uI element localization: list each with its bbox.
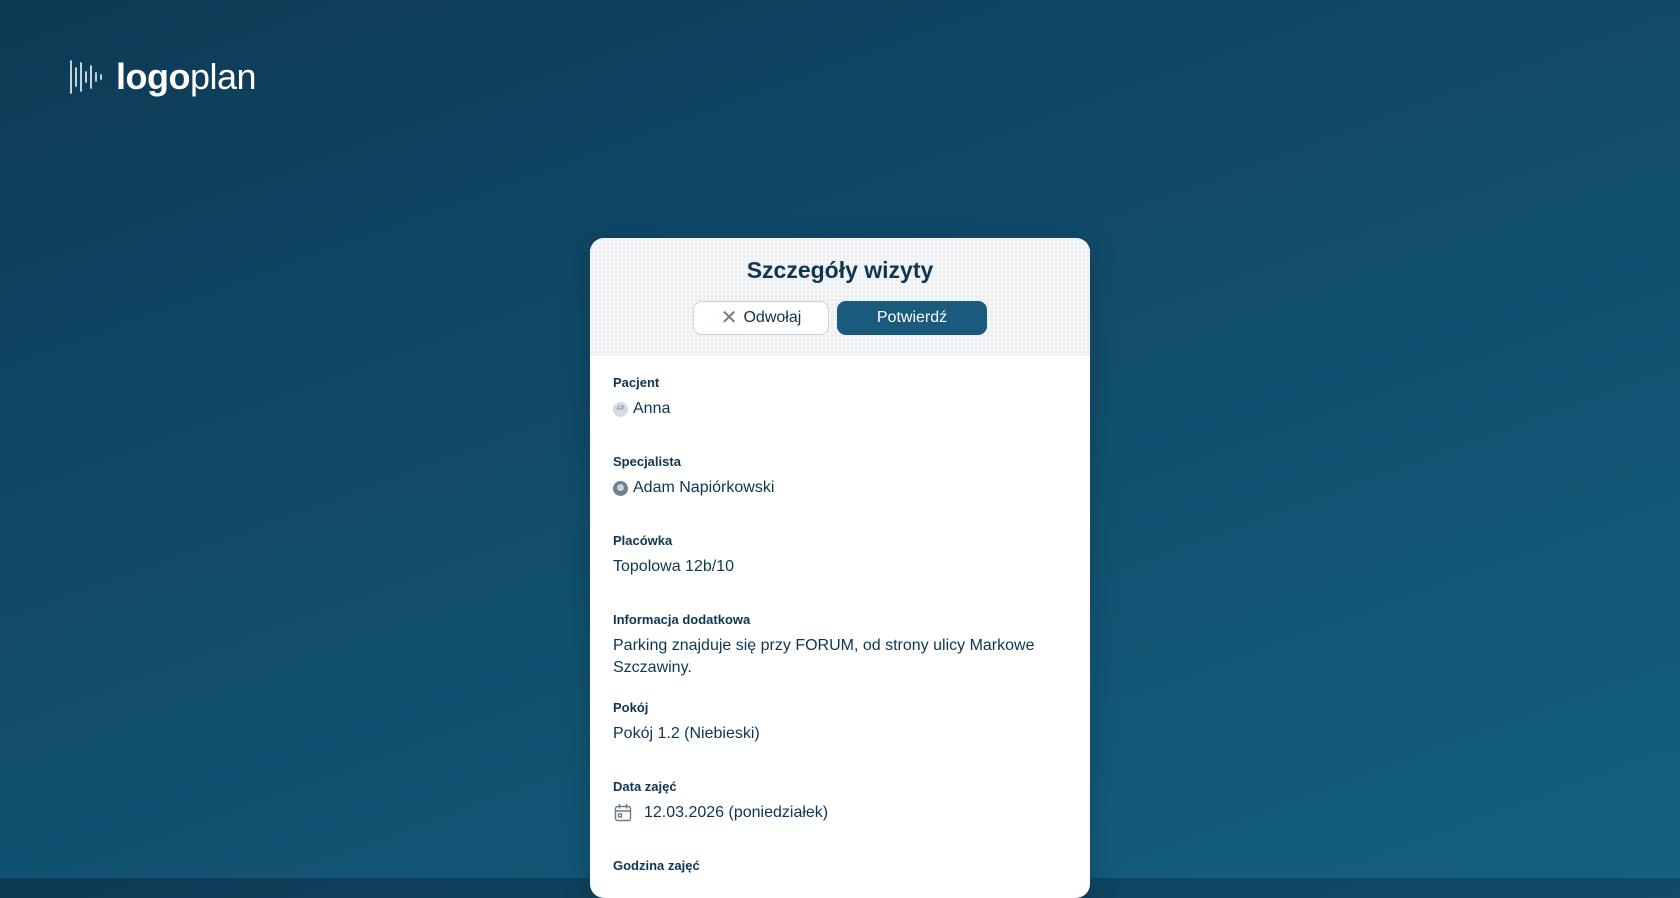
time-field <box>613 857 1067 875</box>
cancel-button-label: Odwołaj <box>743 308 802 326</box>
time-label: Godzina zajęć <box>613 858 700 873</box>
card-body <box>590 356 1090 875</box>
place-field <box>613 532 1067 611</box>
logo-text-light: plan <box>189 56 257 97</box>
date-field <box>613 778 1067 857</box>
waveform-logo-icon <box>69 58 107 96</box>
date-value-row <box>613 802 1067 824</box>
specialist-label: Specjalista <box>613 454 681 469</box>
appointment-details-card <box>590 238 1090 898</box>
patient-value-row <box>613 398 1067 420</box>
specialist-value-row <box>613 477 1067 499</box>
card-title: Szczegóły wizyty <box>746 257 934 283</box>
specialist-avatar <box>613 481 628 496</box>
patient-label: Pacjent <box>613 375 660 390</box>
additional-info-field <box>613 611 1067 699</box>
patient-avatar: AP <box>613 402 628 417</box>
room-value: Pokój 1.2 (Niebieski) <box>613 725 760 742</box>
date-label: Data zajęć <box>613 779 677 794</box>
cancel-button[interactable] <box>693 301 829 335</box>
confirm-button[interactable]: Potwierdź <box>837 301 987 335</box>
close-icon: ✕ <box>720 306 738 329</box>
logo-text <box>116 56 257 97</box>
additional-info-value: Parking znajduje się przy FORUM, od strony ulicy Markowe Szczawiny. <box>613 637 1035 676</box>
patient-field <box>613 374 1067 453</box>
logo-text-bold: logo <box>116 56 190 97</box>
additional-info-label: Informacja dodatkowa <box>613 612 751 627</box>
room-label: Pokój <box>613 700 649 715</box>
patient-name: Anna <box>633 400 671 417</box>
specialist-field <box>613 453 1067 532</box>
specialist-name: Adam Napiórkowski <box>633 479 775 496</box>
date-value: 12.03.2026 (poniedziałek) <box>644 804 829 821</box>
place-label: Placówka <box>613 533 673 548</box>
place-value: Topolowa 12b/10 <box>613 558 734 575</box>
card-actions <box>590 301 1090 335</box>
logo <box>69 58 256 96</box>
room-field <box>613 699 1067 778</box>
calendar-icon <box>613 803 633 823</box>
card-header <box>590 238 1090 356</box>
